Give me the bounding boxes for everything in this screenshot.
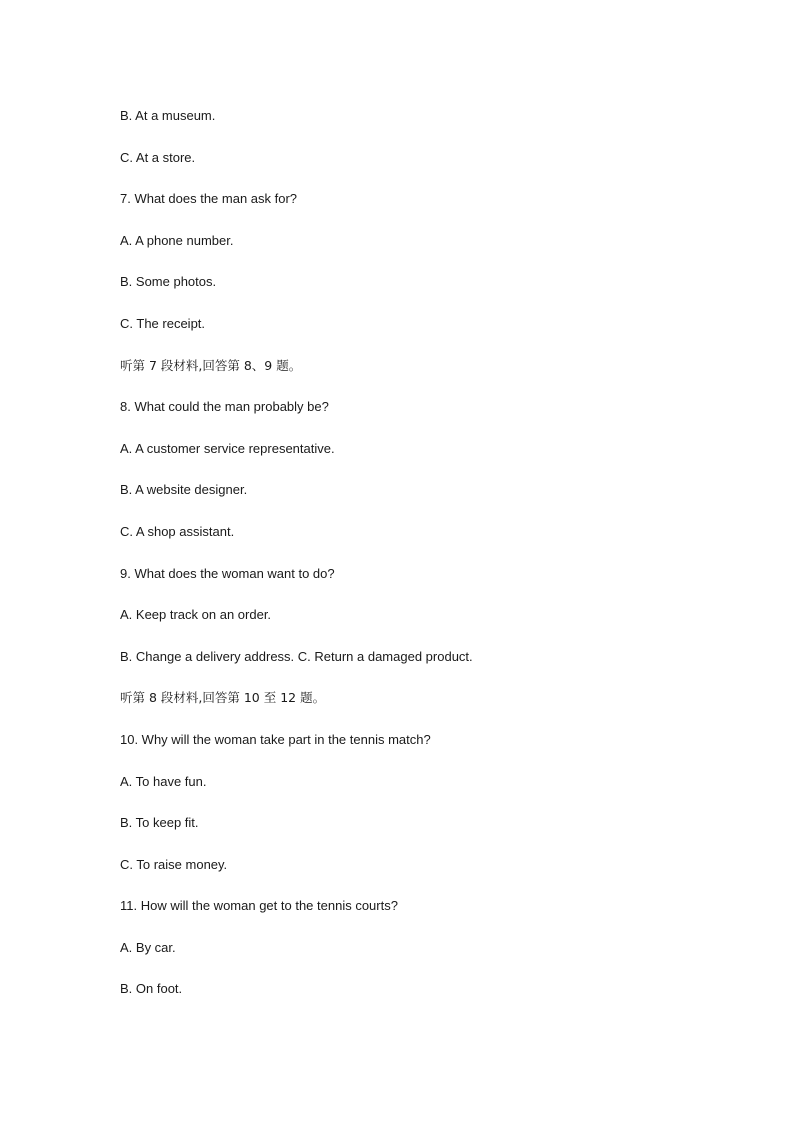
option-line: C. To raise money. (120, 856, 228, 872)
question-list (120, 108, 740, 1023)
question-line: 9. What does the woman want to do? (120, 565, 335, 581)
question-line: 7. What does the man ask for? (120, 191, 298, 207)
option-line: C. A shop assistant. (120, 523, 235, 539)
section-instruction: 听第 7 段材料,回答第 8、9 题。 (120, 357, 302, 373)
option-line: C. At a store. (120, 149, 196, 165)
option-line: B. Change a delivery address. C. Return a damaged product. (120, 648, 473, 664)
option-line: A. A phone number. (120, 232, 234, 248)
option-line: B. Some photos. (120, 274, 217, 290)
question-line: 8. What could the man probably be? (120, 399, 329, 415)
option-line: A. To have fun. (120, 773, 207, 789)
question-line: 10. Why will the woman take part in the tennis match? (120, 731, 431, 747)
option-line: B. A website designer. (120, 482, 248, 498)
option-line: B. On foot. (120, 981, 183, 997)
option-line: B. To keep fit. (120, 815, 199, 831)
option-line: A. By car. (120, 939, 176, 955)
question-line: 11. How will the woman get to the tennis courts? (120, 898, 398, 914)
section-instruction: 听第 8 段材料,回答第 10 至 12 题。 (120, 690, 326, 706)
option-line: B. At a museum. (120, 108, 216, 123)
option-line: A. Keep track on an order. (120, 607, 272, 623)
option-line: A. A customer service representative. (120, 440, 335, 456)
option-line: C. The receipt. (120, 315, 206, 331)
